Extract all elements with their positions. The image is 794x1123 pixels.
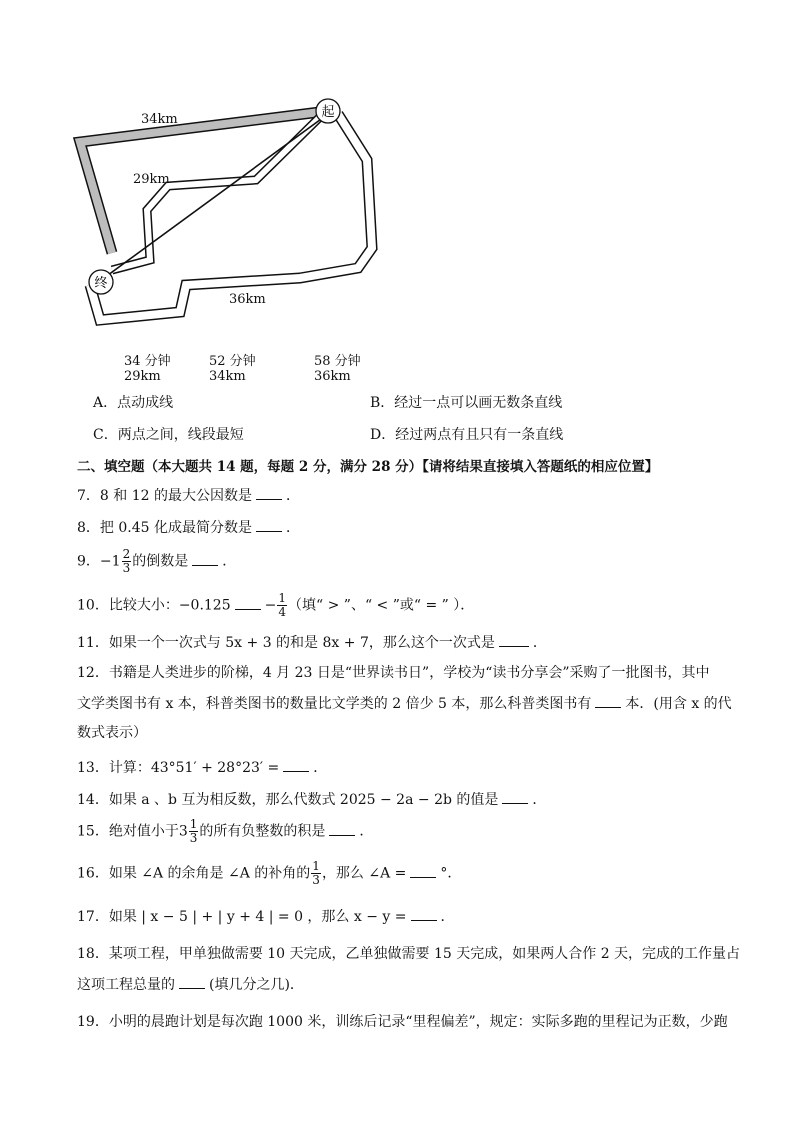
choice-c: C．两点之间，线段最短 — [93, 427, 244, 443]
q11-end: ． — [532, 635, 547, 651]
q9-num: 2 — [122, 547, 131, 561]
time-2: 52 分钟 — [209, 354, 256, 369]
choice-b: B．经过一点可以画无数条直线 — [370, 395, 563, 411]
question-7 — [77, 485, 300, 506]
q15-text-mid: 的所有负整数的积是 — [199, 823, 326, 840]
q12-text-end: 本．(用含 x 的代 — [625, 696, 732, 712]
q13-text: 13．计算：43°51′ + 28°23′ = — [77, 760, 280, 776]
question-15 — [77, 818, 373, 845]
q10-minus: − — [264, 597, 277, 614]
time-3: 58 分钟 — [314, 354, 361, 369]
q16-text-mid: ，那么 ∠A = — [321, 865, 407, 882]
question-18-line1: 18．某项工程，甲单独做需要 10 天完成，乙单独做需要 15 天完成，如果两人合作 2 天，完成的工作量占 — [77, 946, 741, 962]
q15-whole: 3 — [178, 823, 188, 840]
q10-den: 4 — [278, 605, 286, 619]
start-label: 起 — [321, 105, 335, 120]
q8-text: 8．把 0.45 化成最简分数是 — [77, 520, 252, 536]
question-19-line1: 19．小明的晨跑计划是每次跑 1000 米，训练后记录“里程偏差”，规定：实际多跑的里程记为正数，少跑 — [77, 1014, 728, 1030]
question-12-line2 — [77, 693, 732, 714]
answer-blank[interactable] — [329, 821, 355, 836]
q15-fraction — [189, 818, 199, 845]
question-16 — [77, 860, 461, 887]
q9-fraction — [122, 548, 132, 575]
dist-2: 34km — [209, 369, 246, 384]
choice-d: D．经过两点有且只有一条直线 — [370, 427, 564, 443]
q10-fraction — [277, 592, 287, 619]
q10-end: （填“ > ”、“ < ”或“ = ” ）． — [288, 597, 475, 614]
q14-end: ． — [532, 792, 547, 808]
answer-blank[interactable] — [502, 789, 528, 804]
answer-blank[interactable] — [595, 693, 621, 708]
question-11 — [77, 632, 547, 653]
q9-end: ． — [222, 553, 237, 570]
q15-end: ． — [359, 823, 374, 840]
question-9 — [77, 548, 236, 575]
end-label: 终 — [94, 276, 108, 291]
answer-blank[interactable] — [410, 863, 436, 878]
q17-end: ． — [440, 909, 455, 925]
q9-number: 9． — [77, 553, 100, 570]
question-14 — [77, 789, 546, 810]
q17-text: 17．如果 | x − 5 | + | y + 4 | = 0 ，那么 x − y = — [77, 909, 407, 925]
question-18-line2 — [77, 974, 304, 995]
answer-blank[interactable] — [411, 906, 437, 921]
answer-blank[interactable] — [283, 757, 309, 772]
q14-text: 14．如果 a 、b 互为相反数，那么代数式 2025 − 2a − 2b 的值是 — [77, 792, 499, 808]
q16-text: 16．如果 ∠A 的余角是 ∠A 的补角的 — [77, 865, 311, 882]
q13-end: ． — [313, 760, 328, 776]
section2-title: 二、填空题（本大题共 14 题，每题 2 分，满分 28 分）【请将结果直接填入答题纸的相应位置】 — [77, 459, 659, 475]
q15-den: 3 — [189, 831, 198, 845]
answer-blank[interactable] — [192, 551, 218, 566]
q9-whole: −1 — [99, 553, 121, 570]
q18-text-end: (填几分之几)． — [209, 977, 304, 993]
dist-1: 29km — [124, 369, 161, 384]
question-12-line3: 数式表示） — [77, 725, 147, 741]
question-10 — [77, 592, 474, 619]
q8-end: ． — [285, 520, 300, 536]
choice-a: A．点动成线 — [93, 395, 174, 411]
q18-text: 这项工程总量的 — [77, 977, 175, 993]
answer-blank[interactable] — [256, 517, 282, 532]
q10-num: 1 — [278, 591, 286, 605]
answer-blank[interactable] — [235, 595, 261, 610]
q16-end: °． — [440, 865, 462, 882]
question-8 — [77, 517, 300, 538]
q12-text: 文学类图书有 x 本，科普类图书的数量比文学类的 2 倍少 5 本，那么科普类图书有 — [77, 696, 592, 712]
route-36km — [90, 114, 372, 320]
route1-label: 34km — [141, 112, 178, 127]
q16-fraction — [311, 860, 321, 887]
q15-text: 15．绝对值小于 — [77, 823, 179, 840]
q11-text: 11．如果一个一次式与 5x + 3 的和是 8x + 7，那么这个一次式是 — [77, 635, 495, 651]
q7-end: ． — [285, 488, 300, 504]
q16-den: 3 — [312, 873, 320, 887]
route2-label: 29km — [133, 172, 170, 187]
question-12-line1: 12．书籍是人类进步的阶梯，4 月 23 日是“世界读书日”，学校为“读书分享会”采购了一批图书，其中 — [77, 665, 710, 681]
q10-text: 10．比较大小：−0.125 — [77, 597, 231, 614]
q9-den: 3 — [122, 561, 131, 575]
route3-label: 36km — [229, 292, 266, 307]
question-17 — [77, 906, 455, 927]
question-13 — [77, 757, 327, 778]
time-1: 34 分钟 — [124, 354, 171, 369]
q7-text: 7．8 和 12 的最大公因数是 — [77, 488, 252, 504]
answer-blank[interactable] — [499, 632, 529, 647]
q16-num: 1 — [312, 859, 320, 873]
answer-blank[interactable] — [256, 485, 282, 500]
answer-blank[interactable] — [179, 974, 205, 989]
dist-3: 36km — [314, 369, 351, 384]
q9-text: 的倒数是 — [132, 553, 189, 570]
q15-num: 1 — [189, 817, 198, 831]
